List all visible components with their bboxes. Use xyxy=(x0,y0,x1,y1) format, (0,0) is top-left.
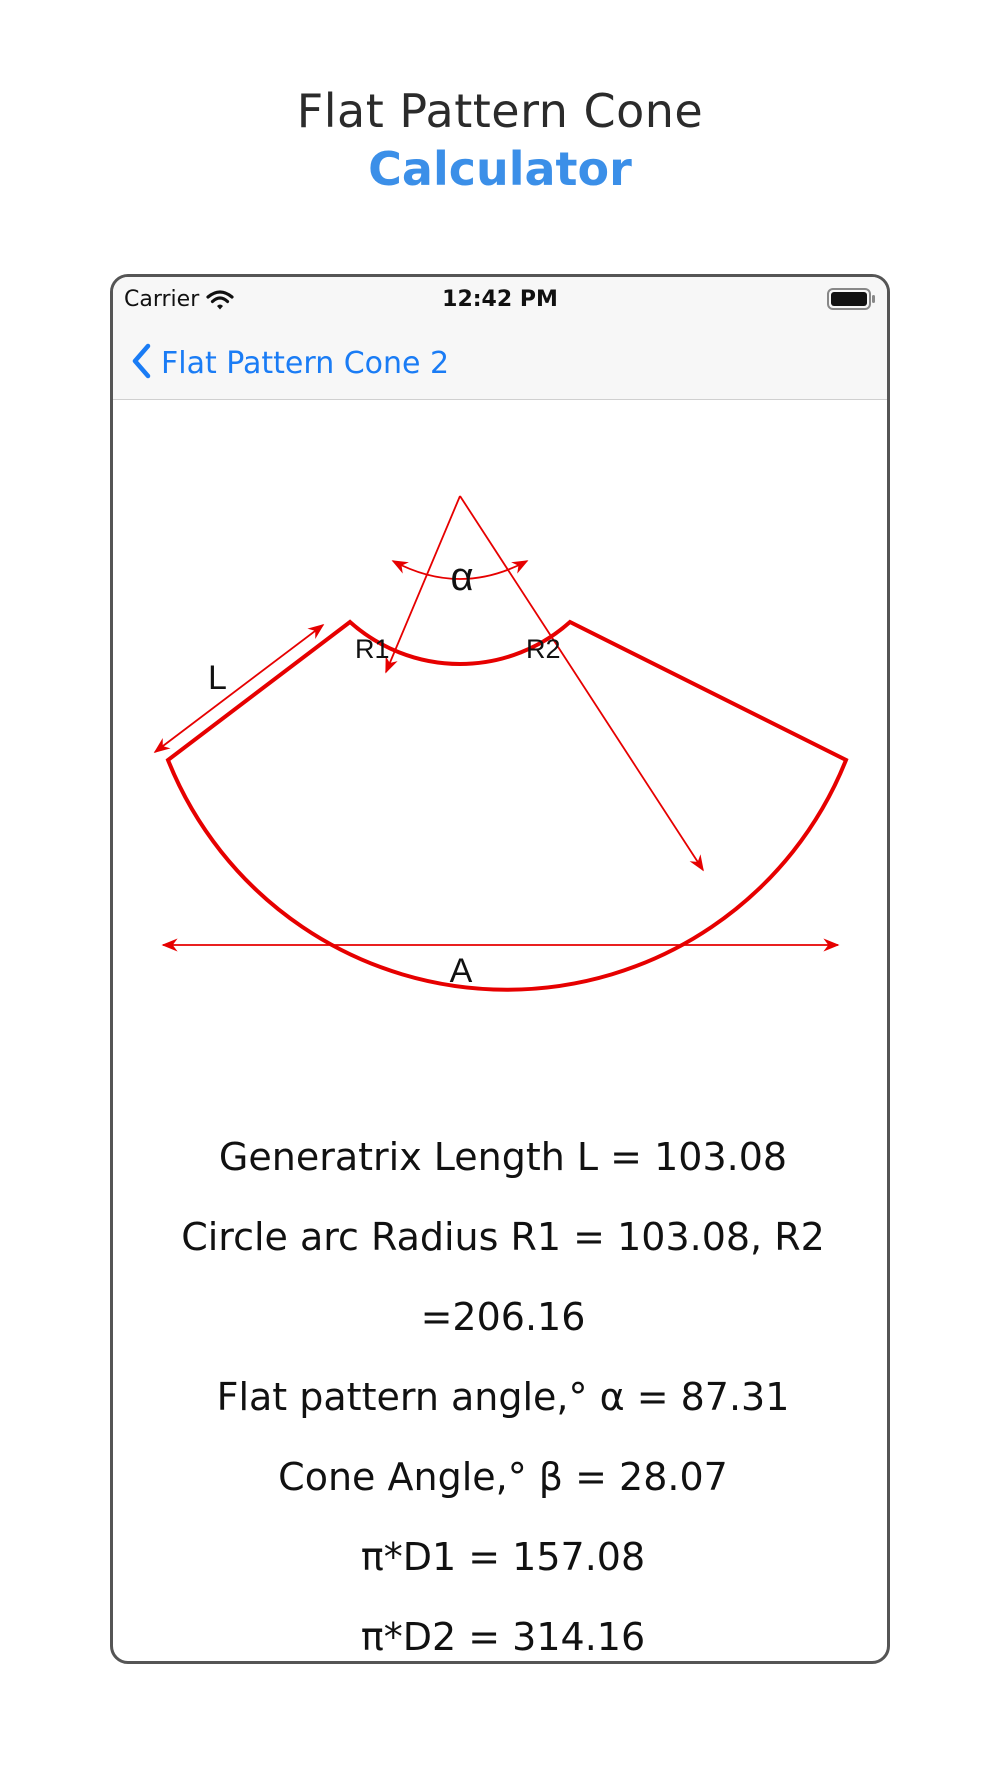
back-button[interactable] xyxy=(131,343,449,383)
flat-pattern-diagram xyxy=(113,400,890,1020)
top-bar xyxy=(113,277,887,400)
results-panel xyxy=(143,1117,863,1664)
carrier-label: Carrier xyxy=(124,287,200,312)
battery-icon xyxy=(827,287,877,315)
alpha-label: α xyxy=(450,555,474,599)
result-pi-d2: π*D2 = 314.16 xyxy=(360,1615,646,1659)
result-pi-d1: π*D1 = 157.08 xyxy=(360,1535,646,1579)
result-cone-angle: Cone Angle,° β = 28.07 xyxy=(278,1455,728,1499)
back-button-label: Flat Pattern Cone 2 xyxy=(161,345,450,381)
status-time: 12:42 PM xyxy=(442,287,558,312)
device-frame xyxy=(110,274,890,1664)
r2-arrow xyxy=(460,496,703,870)
l-label: L xyxy=(208,659,227,697)
result-arc-radius-continued: =206.16 xyxy=(420,1295,586,1339)
result-generatrix-length: Generatrix Length L = 103.08 xyxy=(218,1135,788,1179)
chevron-left-icon xyxy=(131,343,151,383)
flat-pattern-shape xyxy=(168,622,846,990)
promo-title: Flat Pattern Cone xyxy=(296,84,704,138)
navigation-bar xyxy=(113,323,887,399)
r1-arrow xyxy=(386,496,460,672)
promo-subtitle: Calculator xyxy=(368,142,632,196)
result-arc-radius: Circle arc Radius R1 = 103.08, R2 xyxy=(181,1215,825,1259)
l-arrow xyxy=(155,625,323,752)
status-bar xyxy=(113,277,887,323)
promo-header xyxy=(0,82,1000,198)
r2-label: R2 xyxy=(526,634,561,664)
result-flat-pattern-angle: Flat pattern angle,° α = 87.31 xyxy=(216,1375,790,1419)
r1-label: R1 xyxy=(355,634,390,664)
a-label: A xyxy=(449,952,473,990)
